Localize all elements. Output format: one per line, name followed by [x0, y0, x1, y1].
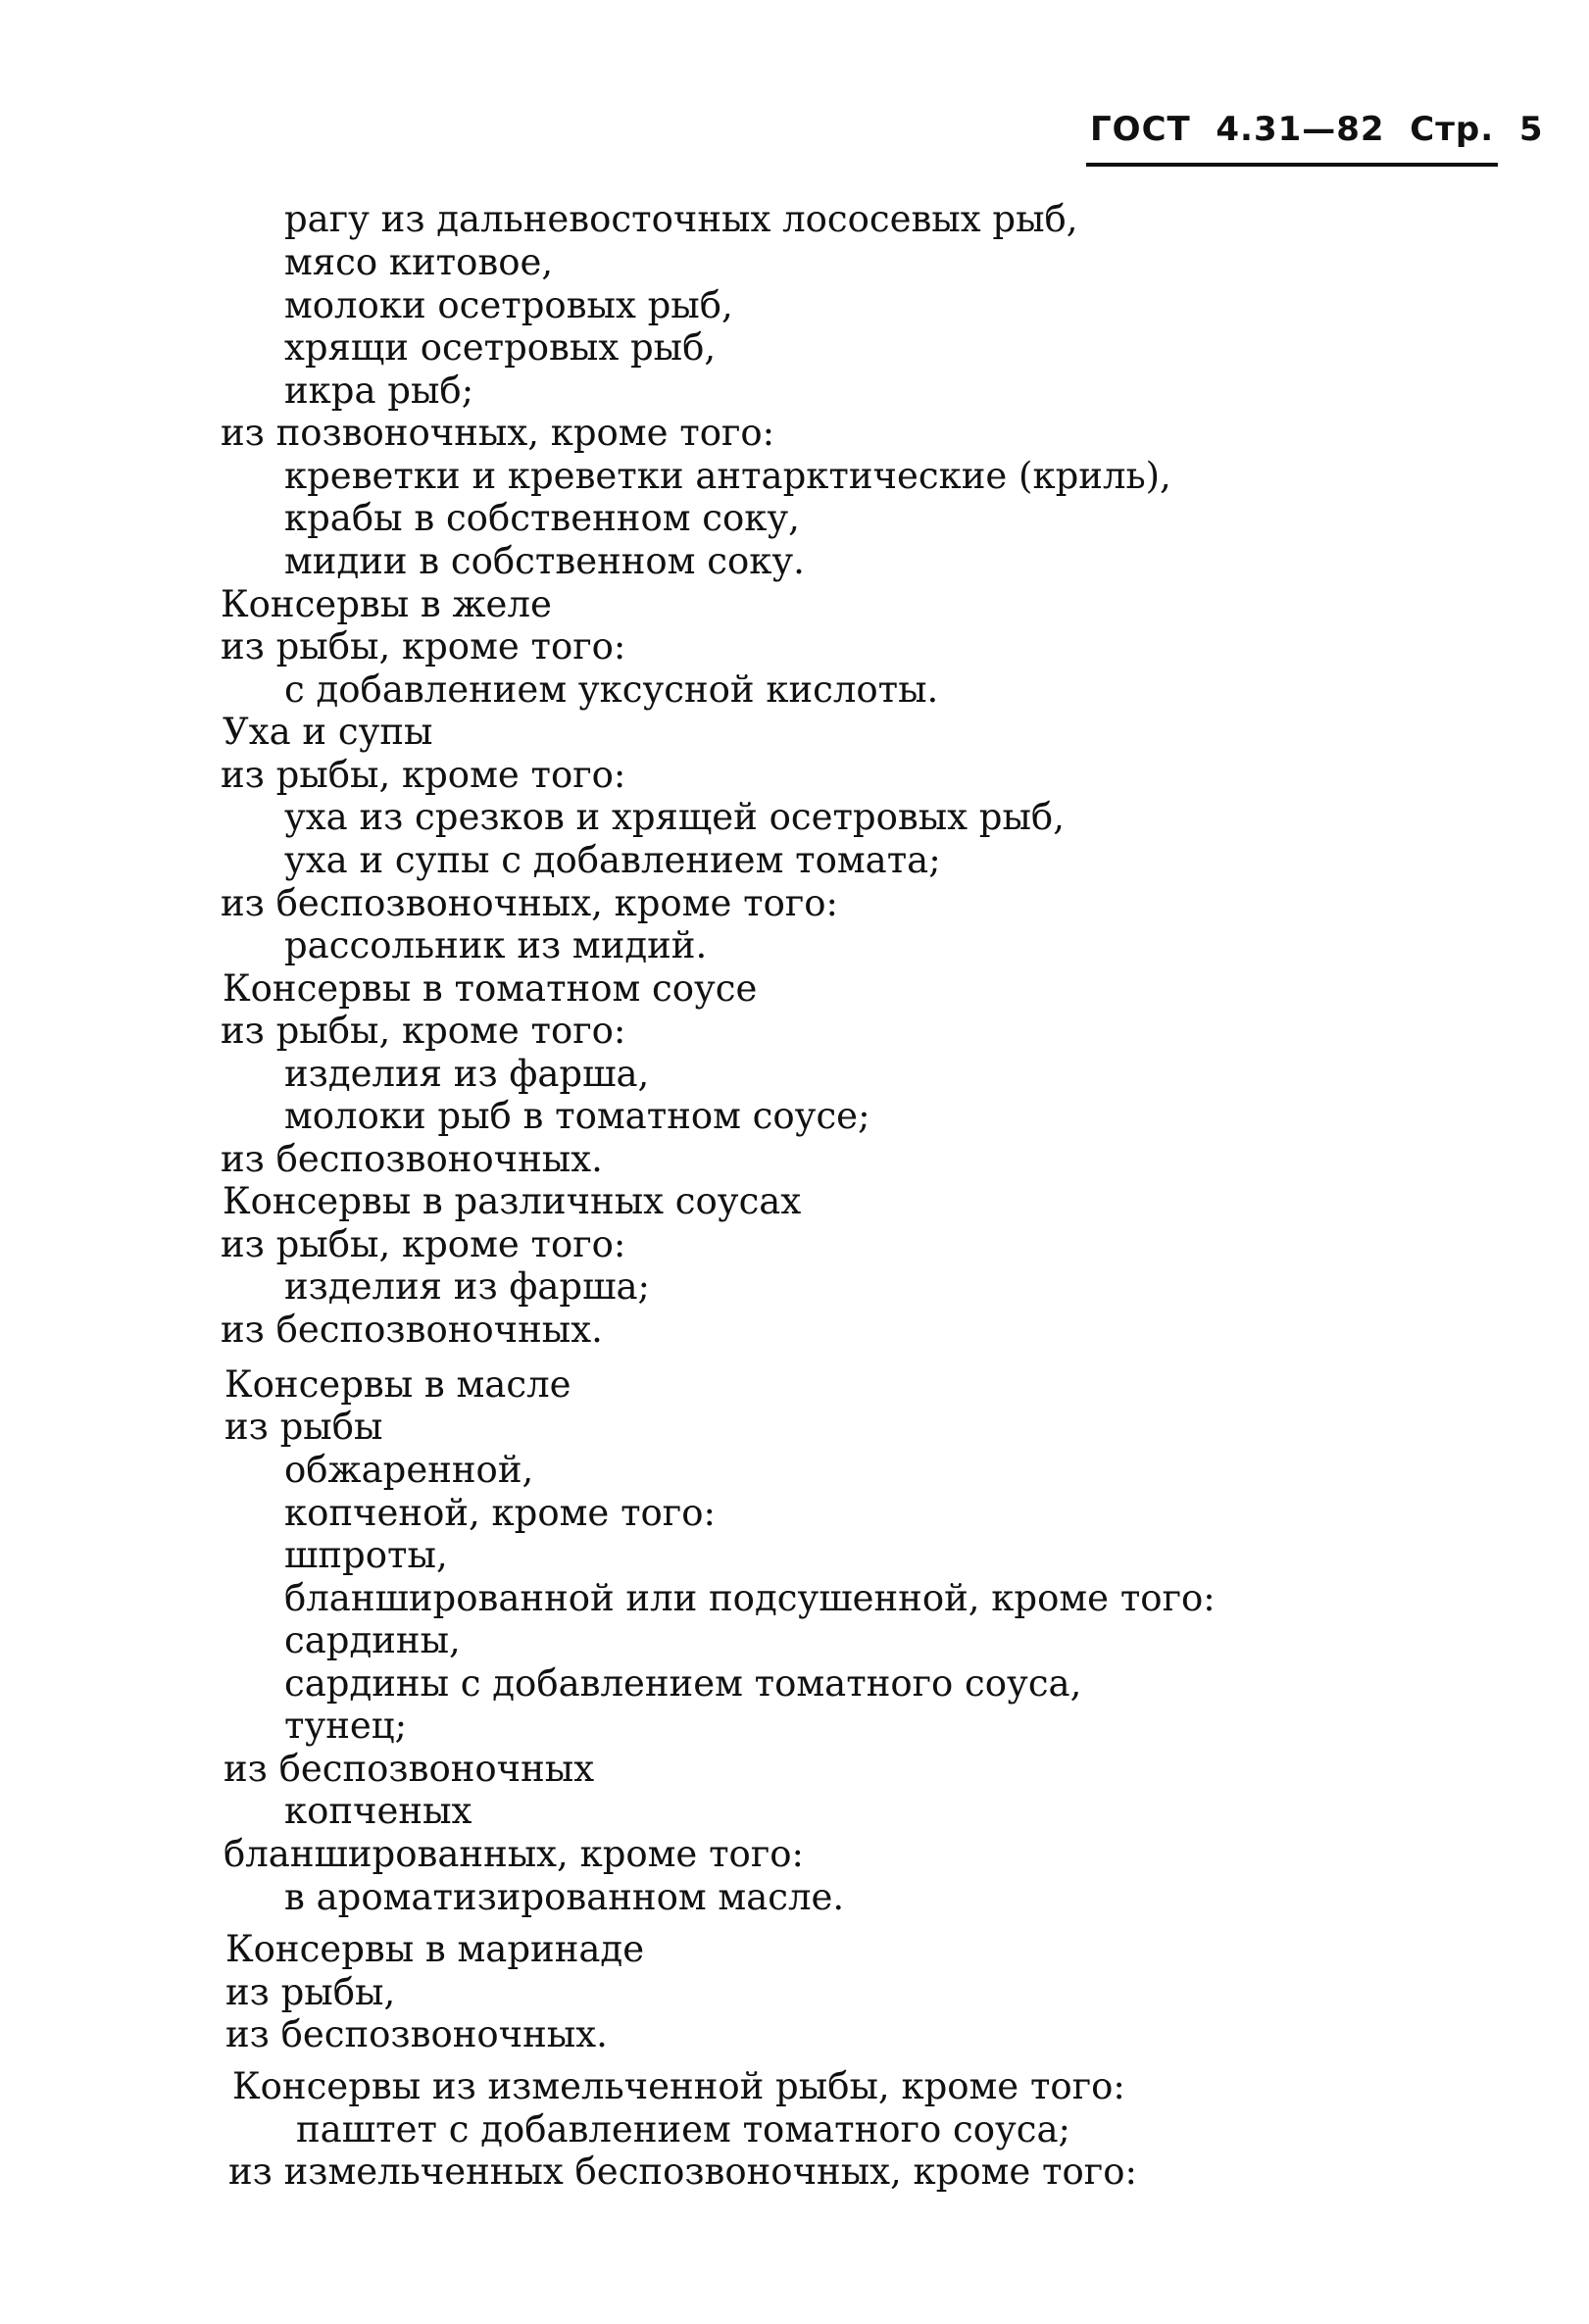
text-line: сардины,: [284, 1619, 461, 1661]
text-line: Уха и супы: [223, 711, 433, 753]
text-line: из измельченных беспозвоночных, кроме того:: [228, 2151, 1137, 2193]
text-line: Консервы в маринаде: [225, 1928, 645, 1970]
text-line: Консервы в различных соусах: [223, 1180, 802, 1222]
text-line: крабы в собственном соку,: [284, 497, 800, 539]
text-line: паштет с добавлением томатного соуса;: [296, 2108, 1071, 2151]
text-line: из рыбы: [224, 1406, 383, 1448]
text-line: уха и супы с добавлением томата;: [284, 839, 941, 881]
text-line: из беспозвоночных.: [221, 1309, 603, 1351]
text-line: мидии в собственном соку.: [284, 540, 805, 582]
text-line: мясо китовое,: [284, 241, 554, 283]
text-line: из рыбы, кроме того:: [221, 754, 626, 796]
text-line: Консервы в желе: [221, 583, 552, 625]
text-line: в ароматизированном масле.: [284, 1876, 845, 1918]
text-line: Консервы в масле: [224, 1363, 571, 1406]
page-header: [1086, 110, 1544, 173]
text-line: икра рыб;: [284, 370, 474, 412]
standard-number-and-page: ГОСТ 4.31—82 Стр. 5: [1090, 110, 1544, 149]
text-line: из рыбы, кроме того:: [221, 1010, 626, 1052]
text-line: из рыбы, кроме того:: [221, 1223, 626, 1265]
text-line: из рыбы, кроме того:: [221, 625, 626, 668]
header-rule: [1086, 163, 1498, 167]
text-line: копченой, кроме того:: [284, 1492, 716, 1534]
text-line: из позвоночных, кроме того:: [221, 412, 775, 454]
text-line: из беспозвоночных: [223, 1748, 595, 1790]
text-line: из беспозвоночных.: [221, 1138, 603, 1180]
text-line: изделия из фарша;: [284, 1265, 651, 1308]
text-line: молоки осетровых рыб,: [284, 284, 733, 326]
text-line: рагу из дальневосточных лососевых рыб,: [284, 198, 1078, 240]
text-line: из беспозвоночных, кроме того:: [221, 882, 839, 924]
text-line: тунец;: [284, 1705, 408, 1747]
text-line: копченых: [284, 1790, 472, 1832]
text-line: сардины с добавлением томатного соуса,: [284, 1662, 1082, 1705]
text-line: креветки и креветки антарктические (криль),: [284, 455, 1171, 497]
text-line: хрящи осетровых рыб,: [284, 326, 717, 369]
text-line: бланшированных, кроме того:: [223, 1833, 804, 1875]
text-line: из беспозвоночных.: [225, 2013, 608, 2055]
text-line: из рыбы,: [225, 1971, 396, 2013]
text-line: рассольник из мидий.: [284, 924, 708, 966]
text-line: Консервы в томатном соусе: [223, 967, 758, 1010]
text-line: бланшированной или подсушенной, кроме того:: [284, 1577, 1216, 1619]
text-line: с добавлением уксусной кислоты.: [284, 668, 939, 711]
text-line: Консервы из измельченной рыбы, кроме того:: [232, 2065, 1125, 2107]
text-line: обжаренной,: [284, 1449, 534, 1491]
text-line: шпроты,: [284, 1534, 448, 1576]
text-line: изделия из фарша,: [284, 1053, 650, 1095]
text-line: уха из срезков и хрящей осетровых рыб,: [284, 796, 1065, 838]
text-line: молоки рыб в томатном соусе;: [284, 1095, 870, 1137]
